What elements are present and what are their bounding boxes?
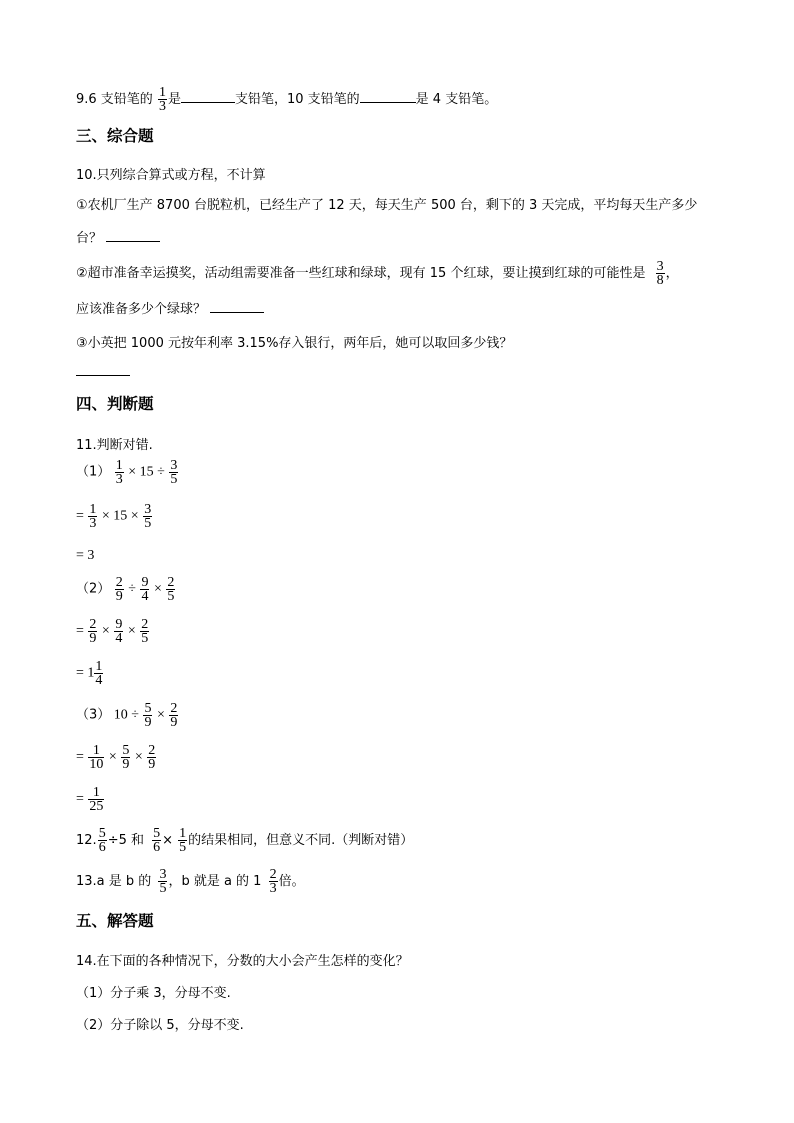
answer-blank[interactable] xyxy=(106,241,160,242)
answer-blank[interactable] xyxy=(360,102,416,103)
section-heading-3: 三、综合题 xyxy=(76,128,154,145)
q11-item1-line2: = $\frac{1}{3}$ × 15 × $\frac{3}{5}$ xyxy=(76,502,152,531)
q11-item1-line3: = 3 xyxy=(76,548,95,563)
answer-blank-line[interactable] xyxy=(76,361,130,380)
question-14-part2: （2）分子除以 5，分母不变. xyxy=(76,1018,244,1033)
q9-text-a: 9.6 支铅笔的 xyxy=(76,92,153,107)
q11-item2-line2: = $\frac{2}{9}$ × $\frac{9}{4}$ × $\frac{2}{5}$ xyxy=(76,617,149,646)
answer-blank[interactable] xyxy=(210,312,264,313)
q9-text-c: 支铅笔，10 支铅笔的 xyxy=(234,92,360,107)
question-9 xyxy=(76,86,497,113)
question-10-part1: ①农机厂生产 8700 台脱粒机，已经生产了 12 天，每天生产 500 台，剩下的 3 天完成，平均每天生产多少 xyxy=(76,198,698,213)
q11-item3-line2: = $\frac{1}{10}$ × $\frac{5}{9}$ × $\frac{2}{9}$ xyxy=(76,743,156,772)
fraction: $\frac{1}{3}$ xyxy=(158,85,166,114)
q11-item3-line1: （3） 10 ÷ $\frac{5}{9}$ × $\frac{2}{9}$ xyxy=(76,701,178,730)
question-14-part1: （1）分子乘 3，分母不变. xyxy=(76,986,231,1001)
q11-item2-line3: = 1 $\frac{1}{4}$ xyxy=(76,659,103,688)
fraction: $\frac{3}{8}$ xyxy=(656,259,664,288)
q11-item3-line3: = $\frac{1}{25}$ xyxy=(76,785,104,814)
question-10-title: 10.只列综合算式或方程，不计算 xyxy=(76,168,266,183)
q9-text-d: 是 4 支铅笔。 xyxy=(415,92,498,107)
section-heading-5: 五、解答题 xyxy=(76,913,154,930)
q11-item2-line1: （2） $\frac{2}{9}$ ÷ $\frac{9}{4}$ × $\frac{2}{5}$ xyxy=(76,575,175,604)
question-14-title: 14.在下面的各种情况下，分数的大小会产生怎样的变化？ xyxy=(76,954,409,969)
question-10-part3: ③小英把 1000 元按年利率 3.15%存入银行，两年后，她可以取回多少钱？ xyxy=(76,336,513,351)
q9-text-b: 是 xyxy=(167,92,181,107)
question-12: 12. $\frac{5}{6}$ ÷5 和 $\frac{5}{6}$ × $\frac{1}{5}$ 的结果相同，但意义不同.（判断对错） xyxy=(76,826,414,855)
question-10-part1-end: 台？ xyxy=(76,227,160,246)
section-heading-4: 四、判断题 xyxy=(76,396,154,413)
answer-blank[interactable] xyxy=(181,102,235,103)
question-10-part2-end: 应该准备多少个绿球？ xyxy=(76,298,264,317)
question-10-part2: ②超市准备幸运摸奖，活动组需要准备一些红球和绿球，现有 15 个红球，要让摸到红球的可能性是 $\frac{3}{8}$ ， xyxy=(76,259,679,288)
question-11-title: 11.判断对错. xyxy=(76,438,153,453)
question-13: 13.a 是 b 的 $\frac{3}{5}$ ，b 就是 a 的 1 $\frac{2}{3}$ 倍。 xyxy=(76,867,305,896)
q11-item1-line1: （1） $\frac{1}{3}$ × 15 ÷ $\frac{3}{5}$ xyxy=(76,458,178,487)
